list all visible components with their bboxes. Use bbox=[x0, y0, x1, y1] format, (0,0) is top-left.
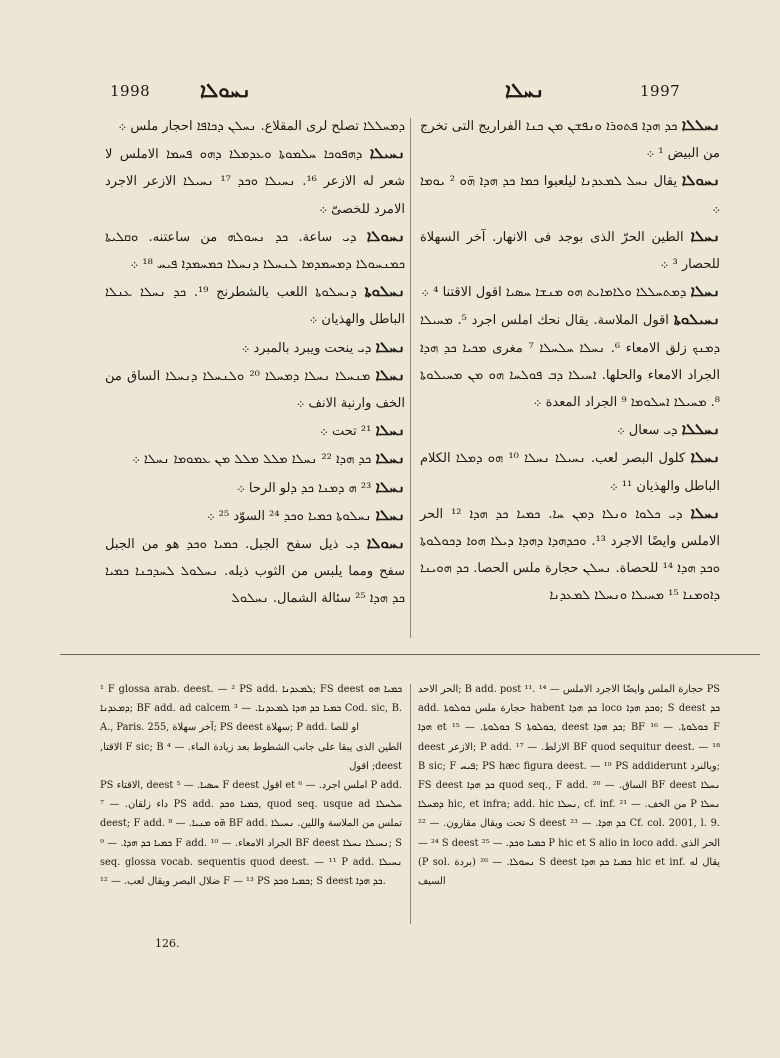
entry-lemma: ܢܚܠܐ bbox=[375, 421, 405, 440]
entry-text: الطين الحرّ الذى بوجد فى الانهار. آخر السهلاة للحصار ³ ܀ bbox=[420, 229, 720, 273]
entry bbox=[420, 306, 720, 416]
entry-text: ܟܕ ܗܕܐ ²² ܢܚܠܐ ܡܠܠ ܡܠܠ ܡܢ ܥܡܘܡܐ ܢܚܠܐ ܀ bbox=[131, 452, 372, 468]
entry-lemma: ܢܚܠܐ bbox=[375, 477, 405, 496]
entry-lemma: ܢܚܘܠܐ bbox=[366, 226, 406, 245]
signature-mark: 126. bbox=[155, 937, 180, 950]
entry-lemma: ܢܚܠܐ bbox=[690, 226, 720, 245]
entry-lemma: ܢܚܠܐ bbox=[375, 365, 405, 384]
entry bbox=[420, 500, 720, 610]
entry bbox=[105, 445, 405, 473]
entry bbox=[105, 223, 405, 278]
entry-text: ܕܡܚܠܠܐ تصلح لرى المقلاع. ܢܚܠܢ ܕܟܐܦܐ احجار ملس ܀ bbox=[118, 119, 405, 134]
entry bbox=[420, 167, 720, 222]
entry-text: ܕܝ سعال ܀ bbox=[616, 423, 678, 439]
footnotes-right bbox=[418, 680, 720, 891]
entry-text: ²¹ تحت ܀ bbox=[320, 424, 372, 440]
right-column bbox=[420, 112, 720, 610]
entry-text: كلول البصر لعب. ܢܚܝܠܐ ܢܚܠܐ ¹⁰ ܗܘ ܕܡܠܐ الكلام الباطل والهذيان ¹¹ ܀ bbox=[420, 451, 720, 494]
entry-text: ܢܚܠܘܬܐ ܟܡܝܐ ܘܟܕ ²⁴ السوّد ²⁵ ܀ bbox=[206, 508, 372, 524]
entry-text: ܕܝ ذيل سفح الجبل. ܟܡܝܐ ܘܟܕ هو من الجبل سفح ومما يلبس من الثوب ذيله. ܢܚܠܘܠ ܠܚܕܟܢܐ ܟܡܝܐ ܟܕ ܗܕܐ ²⁵ سئالة الشمال. ܢܚܠܘܠ bbox=[105, 537, 405, 607]
entry-text: ܟܕ ܗܕܐ ܦܬܘܪܐ ܘܢܦܫܢ ܡܢ ܟܢܐ الفراريج التى تخرج من البيض ¹ ܀ bbox=[420, 119, 720, 162]
left-column bbox=[105, 112, 405, 613]
entry-lemma: ܢܚܠܐ bbox=[690, 282, 720, 301]
entry-lemma: ܢܚܠܘܬܐ bbox=[364, 282, 406, 301]
entry-lemma: ܢܚܠܠܐ bbox=[681, 420, 720, 439]
entry bbox=[105, 530, 405, 613]
entry bbox=[105, 362, 405, 417]
entry bbox=[420, 112, 720, 167]
entry-lemma: ܢܚܝܠܘܬܐ bbox=[673, 310, 720, 329]
entry-text: ܕܗܦܘܟܐ ܚܠܡܘܬܐ ܘܥܕܡܠܐ ܕܗܘ ܦܚܡܐ الاملس لا شعر له الازعر ¹⁶. ܢܚܝܠܐ ܘܟܕ ¹⁷ ܢܚܝܠܐ الازعر الاجرد الامرد للخصىّ ܀ bbox=[105, 147, 406, 217]
left-running-headword: ܢܚܘܠܐ bbox=[200, 78, 252, 102]
footnotes-left bbox=[100, 680, 402, 891]
entry bbox=[420, 416, 720, 444]
entry-text: ܕܝ ساعة. ܟܕ ܢܚܘܠܗ من ساعتنه. ܘܩܠܝܬܐ ܟܡܢܚܘܠܐ ܕܡܚܡܕܡܐ ܠܢܚܠܐ ܕܢܚܠܐ ܟܡܚܡܕܐ ܦܝܚ ¹⁸ ܀ bbox=[105, 229, 405, 273]
entry-lemma: ܢܚܘܠܐ bbox=[366, 534, 405, 553]
entry bbox=[105, 140, 405, 223]
entry-lemma: ܢܚܠܐ bbox=[375, 449, 405, 468]
entry-lemma: ܢܚܠܐ bbox=[375, 337, 405, 356]
entry-text: يقال ܢܚܠ ܠܡܥܕܢܐ ليلعبوا ܟܡܐ ܟܕ ܗܕܐ ܗ̈ܘ ² ܝܘܡܐ ܀ bbox=[420, 174, 720, 217]
entry-text: ²³ ܗ ܕܡܢܐ ܟܕ ܕلو الرحا ܀ bbox=[237, 480, 372, 496]
entry bbox=[420, 444, 720, 499]
entry-lemma: ܢܚܘܠܐ bbox=[681, 171, 720, 190]
entry bbox=[105, 334, 405, 362]
left-page-number: 1998 bbox=[110, 82, 151, 100]
entry-text: ܕܢܚܠܘܬܐ اللعب بالشطرنج ¹⁹. ܟܕ ܢܚܠܐ ܥܢܠܐ الباطل والهذيان ܀ bbox=[105, 285, 405, 328]
footnote-block: الحر الاحد; B add. post ¹¹. حجارة الملس وايضًا الاجرد الاملس — ¹⁴ PS add. حجارة ملس ܟܘܠܘܬܐ habent ܟܕ ܗܕܐ loco ܘܟܕ ܗܕܐ; S deest ܟܕ ܗܕܐ et ܟܘܠܘܬܐ. — ¹⁵ S ܟܘܠܘܬܐ, deest ܟܕ ܗܕܐ; BF ܟܘܠܘܬܐ. — ¹⁶ F deest الازعر; P add. الازلط. — ¹⁷ BF quod sequitur deest. — ¹⁸ B sic; F ܦܝܚ; PS hæc figura deest. — ¹⁹ PS addiderunt وبالنرد; FS deest ܟܕ ܗܕܐ quod seq., F add. الساق. — ²⁰ BF deest ܢܚܠܐ ܕܡܚܠܐ hic, et infra; add. hic ܢܚܠܐ, cf. inf. من الخف. — ²¹ P ܢܚܠܐ تحت ويقال مقارون. — ²² S deest ܟܕ ܗܕܐ. — ²³ Cf. col. 2001, l. 9. — ²⁴ S deest ܟܡܝܐ ܘܟܕ. — ²⁵ P hic et S alio in loco add. الحر الذى (P sol. بردة) ܢܚܘܠܐ. — ²⁶ S deest ܟܡܝܐ ܟܕ ܗܕܐ hic et inf. يقال له السيف bbox=[418, 684, 721, 888]
entry-lemma: ܢܚܠܐ bbox=[375, 505, 405, 524]
entry-text: ܡܢܚܠܐ ܢܚܠܐ ܕܡܚܠܐ ²⁰ ܘܠܢܚܠܐ ܕܢܚܠܐ الساق من الخف وارنبة الانف ܀ bbox=[105, 368, 405, 412]
footnote-separator bbox=[60, 654, 760, 655]
entry-lemma: ܢܚܠܠܐ bbox=[681, 116, 720, 134]
entry-text: ܕܡܬܚܠܠܐ ܘܠܐܡܐܝܬ ܗܘ ܡܢܫܐ ܚܣܝܐ اقول الاقتنا ⁴ ܀ bbox=[421, 285, 687, 301]
entry bbox=[105, 502, 405, 530]
entry bbox=[105, 278, 405, 333]
entry bbox=[105, 417, 405, 445]
page-header bbox=[0, 78, 780, 108]
entry-text: ܕܝ ܟܠܘܐ ܘܢܠܐ ܕܡܢ ܚܐ. ܟܡܝܐ ܟܕ ܗܕܐ ¹² الحر الاملس وايضًا الاجرد ¹³. ܘܟܕܗܕܐ ܕܗܕܐ ܕܝܠܐ ܗܘܐ ܕܟܘܠܘܬܐ ܘܟܕ ܗܕܐ ¹⁴ للحصاة. ܢܚܠܢ حجارة ملس الحصا. ܟܕ ܗܘܝܢܐ ܕܐܘܡܢܐ ¹⁵ ܡܚܝܠܐ ܘܢܚܠܐ ܠܡܥܕܢܐ bbox=[420, 506, 721, 604]
footnote-divider bbox=[410, 684, 411, 924]
right-running-headword: ܢܚܠܐ bbox=[505, 78, 545, 102]
footnote-block: الطين الذى يبقا على جانب الشطوط بعد زيادة الماء. — ⁴ F sic; B الاقتا, deest; اقول bbox=[100, 741, 402, 772]
entry bbox=[420, 223, 720, 278]
entry-lemma: ܢܚܠܐ bbox=[690, 448, 720, 467]
entry-lemma: ܢܚܝܠܐ bbox=[369, 144, 405, 163]
right-page-number: 1997 bbox=[640, 82, 681, 100]
entry-lemma: ܢܚܠܐ bbox=[690, 503, 721, 522]
entry-text: اقول الملاسة. يقال نحك املس اجرد ⁵. ܡܚܝܠܐ ܕܡܢܟ زلق الامعاء ⁶. ܢܚܠܐ ܚܠܚܠܐ ⁷ مغرى ܡܟܝܐ ܟܕ ܗܕܐ الجراد الامعاء والحلها. ܐܚܝܠܐ ܕܒ ܦܘܠܚܐ ܗܘ ܡܢ ܡܚܝܠܘܬܐ ⁸. ܡܚܝܠܐ ܐܚܠܘܡܐ ⁹ الجراد المعدة ܀ bbox=[420, 313, 720, 411]
entry bbox=[105, 474, 405, 502]
entry-text: ܕܝ ينحت ويبرد بالمبرد ܀ bbox=[241, 340, 372, 356]
footnote-block: ¹ F glossa arab. deest. — ² PS add. ܠܡܥܕܢܐ; FS deest ܟܡܝܐ ܗܘ ܕܡܥܕܢܐ; BF add. ad calcem ܟܡܝܐ ܟܕ ܗܕܐ ܠܡܥܕܢܐ. — ³ Cod. sic, B. A., Paris. 255, آخر سهلاة; PS deest سهلاة; P add. او للصا bbox=[100, 684, 403, 734]
entry bbox=[105, 112, 405, 140]
footnote-block: PS الاقتاء, deest ܚܣܝܐ. — ⁵ F deest اقول et املس اجرد. — ⁶ P add. داء زلقان. — ⁷ PS add. ܟܡܝܐ ܘܟܕ, quod seq. usque ad ܚܠܚܠܐ deest; F add. ܗ̈ܘ ܡܢܝܐ. — ⁸ BF add. تملس من الملاسة واللين. ܢܚܝܠܐ ܟܡܝܐ ܟܕ ܗܕܐ. — ⁹ F add. الجراد الامعاء. — ¹⁰ BF deest ܢܚܝܠܐ ܢܚܠܐ; S seq. glossa vocab. sequentis quod deest. — ¹¹ P add. ܢܚܝܠܐ ضلال البصر ويقال لعب. — ¹² F — ¹³ PS ܟܡܝܐ ܘܟܕ; S deest ܟܕ ܗܕܐ. bbox=[100, 780, 403, 888]
entry bbox=[420, 278, 720, 306]
column-divider bbox=[410, 118, 411, 638]
